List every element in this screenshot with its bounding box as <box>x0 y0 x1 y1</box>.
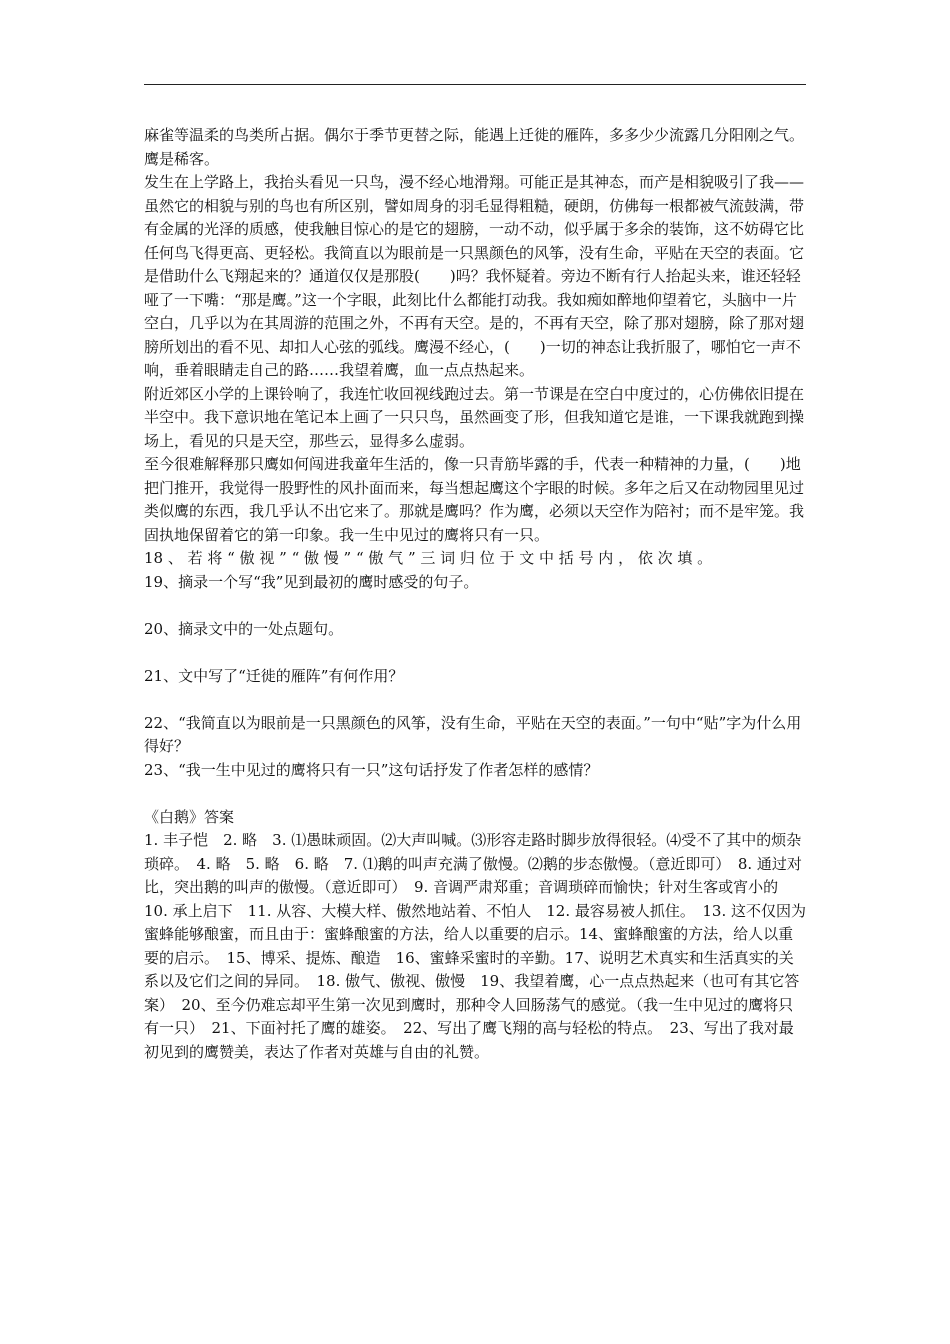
header-rule <box>144 84 806 85</box>
document-body <box>144 124 808 1064</box>
question-20: 20、摘录文中的一处点题句。 <box>144 619 344 638</box>
passage-paragraph: 麻雀等温柔的鸟类所占据。偶尔于季节更替之际，能遇上迁徙的雁阵，多多少少流露几分阳刚之气。鹰是稀客。 <box>144 126 805 168</box>
answer-space <box>144 594 808 618</box>
passage-paragraph: 附近郊区小学的上课铃响了，我连忙收回视线跑过去。第一节课是在空白中度过的，心仿佛依旧提在半空中。我下意识地在笔记本上画了一只只鸟，虽然画变了形，但我知道它是谁，一下课我就跑到操场上，看见的只是天空，那些云，显得多么虚弱。 <box>144 384 805 450</box>
passage-paragraph: 至今很难解释那只鹰如何闯进我童年生活的，像一只青筋毕露的手，代表一种精神的力量，( )地把门推开，我觉得一股野性的风扑面而来，每当想起鹰这个字眼的时候。多年之后又在动物园里见过类似鹰的东西，我几乎认不出它来了。那就是鹰吗？作为鹰，必须以天空作为陪衬；而不是牢笼。我固执地保留着它的第一印象。我一生中见过的鹰将只有一只。 <box>144 455 805 544</box>
answers-title: 《白鹅》答案 <box>144 807 235 826</box>
passage-paragraph: 发生在上学路上，我抬头看见一只鸟，漫不经心地滑翔。可能正是其神态，而产是相貌吸引了我——虽然它的相貌与别的鸟也有所区别，譬如周身的羽毛显得粗糙，硬朗，仿佛每一根都被气流鼓满，带有金属的光泽的质感，使我触目惊心的是它的翅膀，一动不动，似乎属于多余的装饰，这不妨碍它比任何鸟飞得更高、更轻松。我简直以为眼前是一只黑颜色的风筝，没有生命，平贴在天空的表面。它是借助什么飞翔起来的？通道仅仅是那股( )吗？我怀疑着。旁边不断有行人抬起头来，谁还轻轻哑了一下嘴：“那是鹰。”这一个字眼，此刻比什么都能打动我。我如痴如醉地仰望着它，头脑中一片空白，几乎以为在其周游的范围之外，不再有天空。是的，不再有天空，除了那对翅膀，除了那对翅膀所划出的看不见、却扣人心弦的弧线。鹰漫不经心，( )一切的神态让我折服了，哪怕它一声不响，垂着眼睛走自己的路……我望着鹰，血一点点热起来。 <box>144 173 805 379</box>
answers-body: 1. 丰子恺 2. 略 3. ⑴愚昧顽固。⑵大声叫喊。⑶形容走路时脚步放得很轻。⑷受不了其中的烦杂琐碎。 4. 略 5. 略 6. 略 7. ⑴鹅的叫声充满了傲慢。⑵鹅的步态傲慢。（意近即可） 8. 通过对比，突出鹅的叫声的傲慢。（意近即可） 9. 音调严肃郑重；音调琐碎而愉快；针对生客或宵小的 10. 承上启下 11. 从容、大模大样、傲然地站着、不怕人 12. 最容易被人抓住。 13. 这不仅因为蜜蜂能够酿蜜，而且由于：蜜蜂酿蜜的方法，给人以重要的启示。14、蜜蜂酿蜜的方法，给人以重要的启示。 15、博采、提炼、酿造 16、蜜蜂采蜜时的辛勤。17、说明艺术真实和生活真实的关系以及它们之间的异同。 18. 傲气、傲视、傲慢 19、我望着鹰，心一点点热起来（也可有其它答案） 20、至今仍难忘却平生第一次见到鹰时，那种令人回肠荡气的感觉。（我一生中见过的鹰将只有一只） 21、下面衬托了鹰的雄姿。 22、写出了鹰飞翔的高与轻松的特点。 23、写出了我对最初见到的鹰赞美，表达了作者对英雄与自由的礼赞。 <box>144 831 806 1061</box>
question-23: 23、“我一生中见过的鹰将只有一只”这句话抒发了作者怎样的感情？ <box>144 760 599 779</box>
question-18: 18 、 若 将 “ 傲 视 ” “ 傲 慢 ” “ 傲 气 ” 三 词 归 位 于 文 中 括 号 内 ， 依 次 填 。 <box>144 549 713 567</box>
question-19: 19、摘录一个写“我”见到最初的鹰时感受的句子。 <box>144 572 479 591</box>
answer-space <box>144 641 808 665</box>
answer-space <box>144 782 808 806</box>
answer-space <box>144 688 808 712</box>
question-21: 21、文中写了“迁徙的雁阵”有何作用？ <box>144 666 404 685</box>
question-22: 22、“我简直以为眼前是一只黑颜色的风筝，没有生命，平贴在天空的表面。”一句中“贴”字为什么用得好？ <box>144 713 802 755</box>
